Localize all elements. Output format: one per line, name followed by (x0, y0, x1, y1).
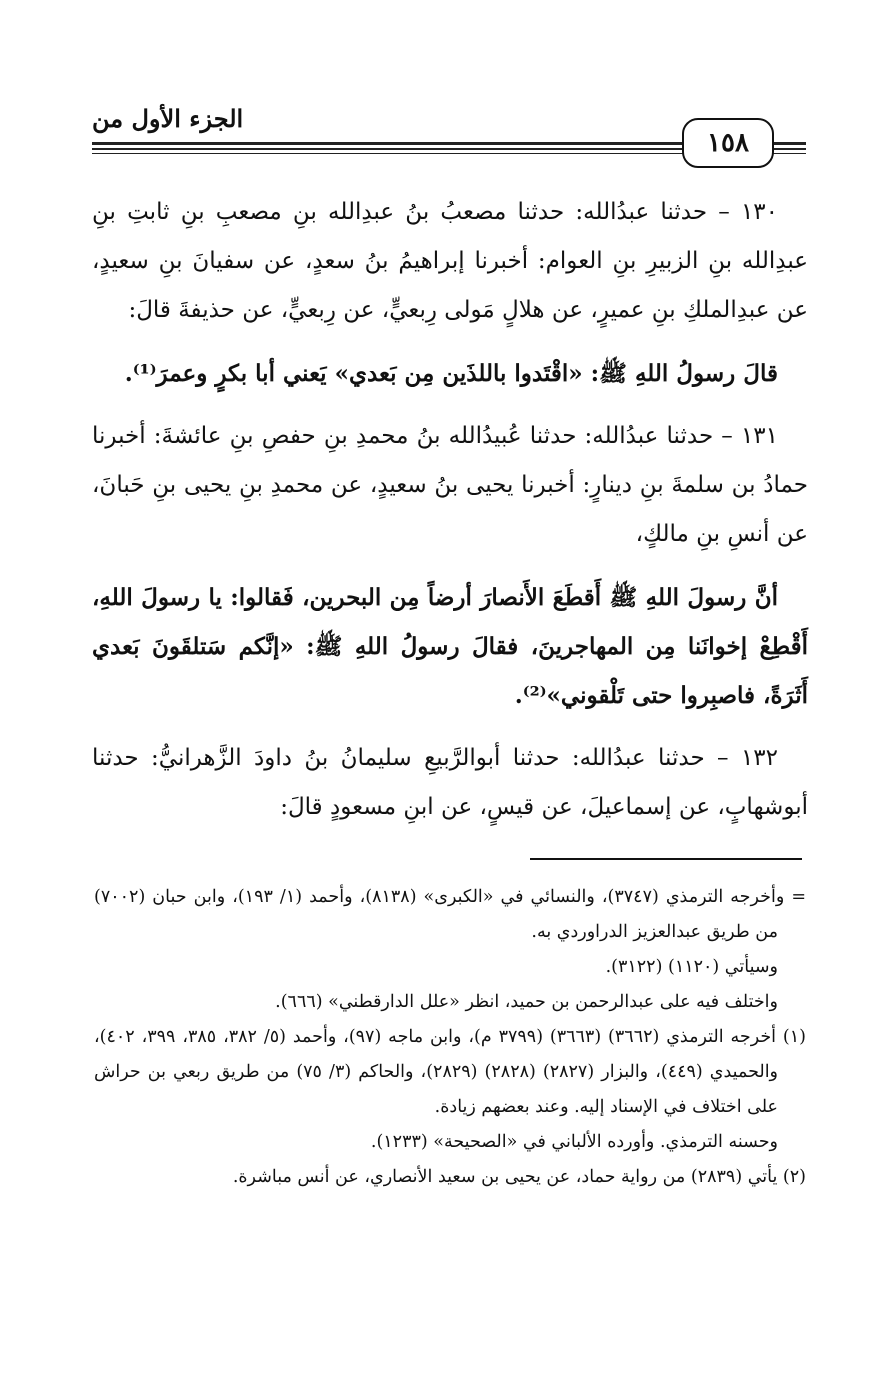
hadith-130-text: قالَ رسولُ اللهِ ﷺ: «اقْتَدوا باللذَين مِن بَعدي» يَعني أبا بكرٍ وعمرَ⁽¹⁾. (124, 360, 778, 387)
page-header (92, 100, 806, 170)
hadith-131-chain: ١٣١ – حدثنا عبدُالله: حدثنا عُبيدُالله بنُ محمدِ بنِ حفصِ بنِ عائشةَ: أخبرنا حمادُ بن سلمةَ بنِ دينارٍ: أخبرنا يحيى بنُ سعيدٍ، عن محمدِ بنِ يحيى بنِ حَبانَ، عن أنسِ بنِ مالكٍ، (92, 423, 808, 547)
header-rule (92, 148, 692, 150)
footnote-line: وحسنه الترمذي. وأورده الألباني في «الصحيحة» (١٢٣٣). (370, 1132, 778, 1152)
hadith-130-chain: ١٣٠ – حدثنا عبدُالله: حدثنا مصعبُ بنُ عبدِالله بنِ مصعبِ بنِ ثابتِ بنِ عبدِالله بنِ الزبيرِ بنِ العوام: أخبرنا إبراهيمُ بنُ سعدٍ، عن سفيانَ بنِ سعيدٍ، عن عبدِالملكِ بنِ عميرٍ، عن هلالٍ مَولى رِبعيٍّ، عن رِبعيٍّ، عن حذيفةَ قالَ: (92, 199, 808, 323)
hadith-131-text: أنَّ رسولَ اللهِ ﷺ أَقطَعَ الأَنصارَ أرضاً مِن البحرين، فَقالوا: يا رسولَ اللهِ، أَقْطِعْ إخوانَنا مِن المهاجرينَ، فقالَ رسولُ اللهِ ﷺ: «إنَّكم سَتلقَونَ بَعدي أَثَرَةً، فاصبِروا حتى تَلْقوني»⁽²⁾. (92, 584, 808, 709)
footnotes (94, 880, 806, 1195)
footnote-separator (530, 858, 802, 860)
header-rule (92, 142, 692, 145)
hadith-132-chain: ١٣٢ – حدثنا عبدُالله: حدثنا أبوالرَّبيعِ سليمانُ بنُ داودَ الزَّهرانيُّ: حدثنا أبوشهابٍ، عن إسماعيلَ، عن قيسٍ، عن ابنِ مسعودٍ قالَ: (92, 745, 808, 820)
page-number: ١٥٨ (682, 118, 774, 168)
header-rule (92, 153, 692, 154)
main-text (92, 188, 808, 846)
footnote-2: (٢) يأتي (٢٨٣٩) من رواية حماد، عن يحيى بن سعيد الأنصاري، عن أنس مباشرة. (232, 1167, 806, 1187)
footnote-continuation: = وأخرجه الترمذي (٣٧٤٧)، والنسائي في «الكبرى» (٨١٣٨)، وأحمد (١/ ١٩٣)، وابن حبان (٧٠٠٢) من طريق عبدالعزيز الدراوردي به. (94, 887, 806, 942)
footnote-1: (١) أخرجه الترمذي (٣٦٦٢) (٣٦٦٣) (٣٧٩٩ م)، وابن ماجه (٩٧)، وأحمد (٥/ ٣٨٢، ٣٨٥، ٣٩٩، ٤٠٢)، والحميدي (٤٤٩)، والبزار (٢٨٢٧) (٢٨٢٨) (٢٨٢٩)، والحاكم (٣/ ٧٥) من طريق ربعي بن حراش على اختلاف في الإسناد إليه. وعند بعضهم زيادة. (94, 1027, 806, 1117)
footnote-line: واختلف فيه على عبدالرحمن بن حميد، انظر «علل الدارقطني» (٦٦٦). (275, 992, 778, 1012)
footnote-line: وسيأتي (١١٢٠) (٣١٢٢). (605, 957, 778, 977)
running-head: الجزء الأول من (92, 104, 244, 133)
